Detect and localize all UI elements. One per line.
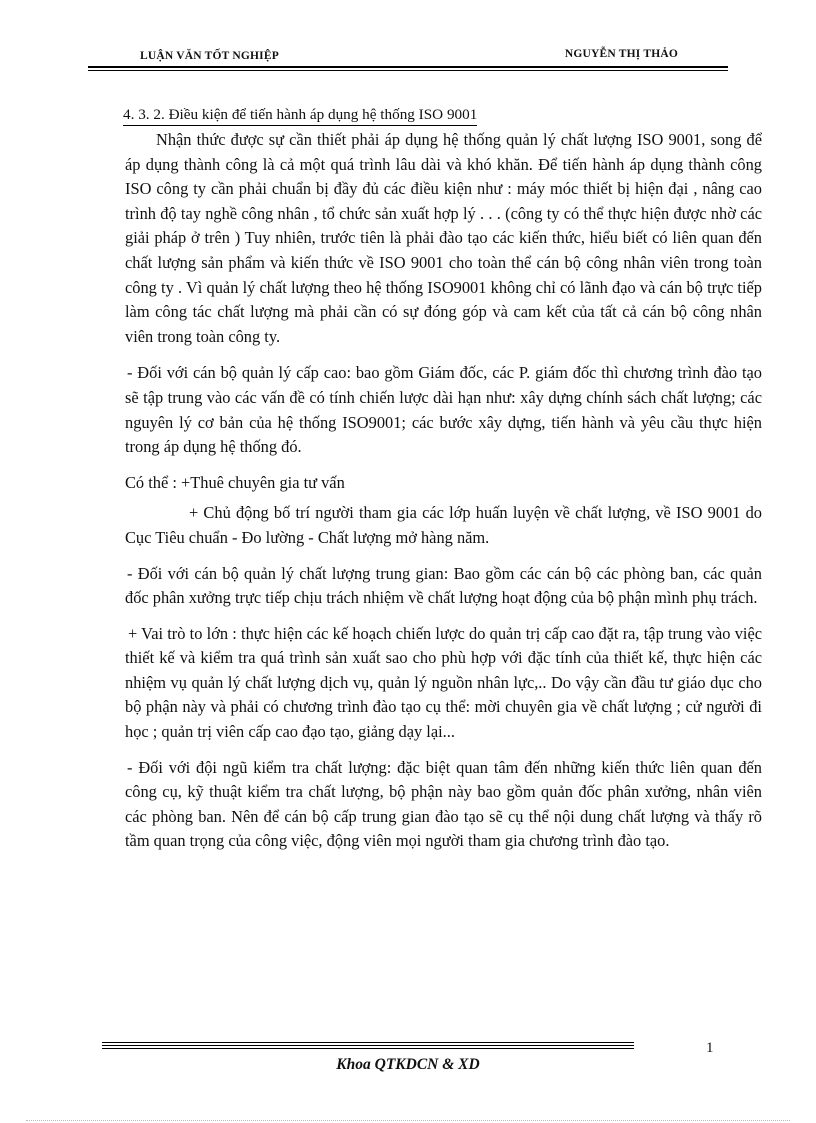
page-bottom-border (26, 1120, 790, 1121)
paragraph: Nhận thức được sự cần thiết phải áp dụng hệ thống quản lý chất lượng ISO 9001, song để áp dụng thành công là cả một quá trình lâu dài và khó khăn. Để tiến hành áp dụng thành công ISO công ty cần phải chuẩn bị đầy đủ các điều kiện như : máy móc thiết bị hiện đại , nâng cao trình độ tay nghề công nhân , tổ chức sản xuất hợp lý . . . (công ty có thể thực hiện được nhờ các giải pháp ở trên ) Tuy nhiên, trước tiên là phải đào tạo các kiến thức, hiểu biết có liên quan đến chất lượng sản phẩm và kiến thức về ISO 9001 cho toàn thể cán bộ công nhân viên trong toàn công ty . Vì quản lý chất lượng theo hệ thống ISO9001 không chỉ có lãnh đạo và cán bộ trực tiếp làm công tác chất lượng mà phải cần có sự đóng góp và cam kết của tất cả cán bộ công nhân viên trong toàn công ty. (125, 130, 762, 346)
paragraph: - Đối với đội ngũ kiểm tra chất lượng: đặc biệt quan tâm đến những kiến thức liên quan đến công cụ, kỹ thuật kiểm tra chất lượng, bộ phận này bao gồm quản đốc phân xưởng, nhân viên các phòng ban. Nên để cán bộ cấp trung gian đào tạo sẽ cụ thể nội dung chất lượng và thấy rõ tầm quan trọng của công việc, động viên mọi người tham gia chương trình đào tạo. (125, 757, 762, 851)
footer-rule (102, 1042, 634, 1043)
paragraph: - Đối với cán bộ quản lý cấp cao: bao gồm Giám đốc, các P. giám đốc thì chương trình đào tạo sẽ tập trung vào các vấn đề có tính chiến lược dài hạn như: xây dựng chính sách chất lượng; các nguyên lý cơ bản của hệ thống ISO9001; các bước xây dựng, tiến hành và yêu cầu thực hiện trong áp dụng hệ thống đó. (125, 363, 762, 457)
section-heading: 4. 3. 2. Điều kiện để tiến hành áp dụng hệ thống ISO 9001 (123, 106, 477, 126)
header-rule-thin (88, 70, 728, 71)
paragraph: + Chủ động bố trí người tham gia các lớp huấn luyện về chất lượng, về ISO 9001 do Cục Tiêu chuẩn - Đo lường - Chất lượng mở hàng năm. (125, 503, 762, 547)
header-author-name: NGUYỄN THỊ THẢO (564, 48, 678, 60)
page-header (88, 48, 728, 68)
header-thesis-title: LUẬN VĂN TỐT NGHIỆP (140, 50, 279, 62)
footer-faculty: Khoa QTKDCN & XD (336, 1056, 480, 1073)
paragraph: + Vai trò to lớn : thực hiện các kế hoạch chiến lược do quản trị cấp cao đặt ra, tập trung vào việc thiết kế và kiểm tra quá trình sản xuất sao cho phù hợp với đặc tính của thiết kế, thực hiện các nhiệm vụ quản lý chất lượng dịch vụ, quản lý nguồn nhân lực,.. Do vậy cần đầu tư giáo dục cho bộ phận này và phải có chương trình đào tạo cụ thể: mời chuyên gia về chất lượng ; cử người đi học ; quản trị viên cấp cao đạo tạo, giảng dạy lại... (125, 623, 762, 742)
footer-rule (102, 1045, 634, 1046)
paragraph: - Đối với cán bộ quản lý chất lượng trung gian: Bao gồm các cán bộ các phòng ban, các quản đốc phân xưởng trực tiếp chịu trách nhiệm về chất lượng hoạt động của bộ phận mình phụ trách. (125, 563, 762, 608)
page-number: 1 (706, 1040, 714, 1056)
header-rule-thick (88, 66, 728, 68)
body-text (125, 128, 762, 854)
footer-rule (102, 1048, 634, 1049)
paragraph: Có thể : +Thuê chuyên gia tư vấn (125, 472, 345, 492)
